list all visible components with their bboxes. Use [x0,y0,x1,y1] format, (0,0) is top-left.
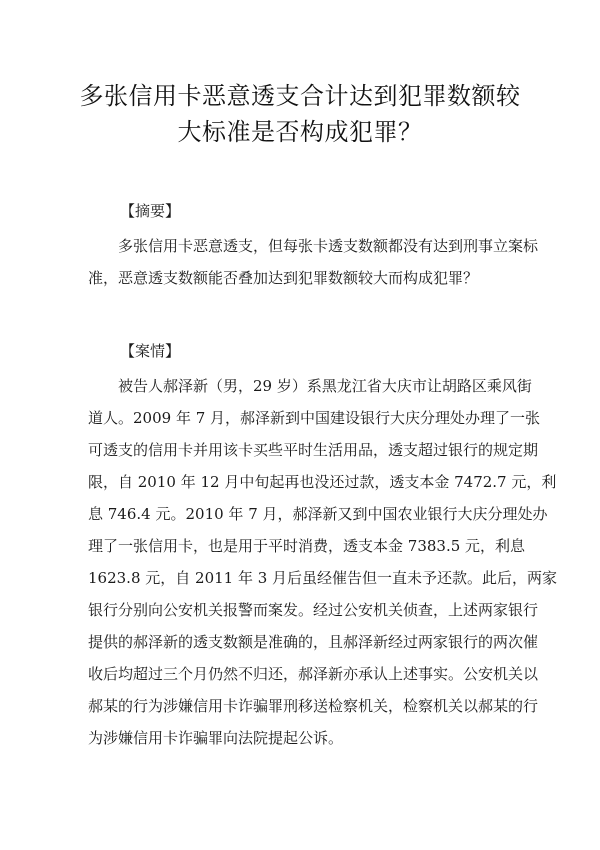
case-line: 限，自 2010 年 12 月中旬起再也没还过款，透支本金 7472.7 元，利 [88,473,557,491]
abstract-paragraph [88,230,539,294]
case-line: 为涉嫌信用卡诈骗罪向法院提起公诉。 [88,729,344,747]
case-line: 道人。2009 年 7 月，郝泽新到中国建设银行大庆分理处办理了一张 [88,409,541,427]
case-line: 息 746.4 元。2010 年 7 月，郝泽新又到中国农业银行大庆分理处办 [88,505,548,523]
case-line: 提供的郝泽新的透支数额是准确的，且郝泽新经过两家银行的两次催 [88,633,539,651]
case-line: 可透支的信用卡并用该卡买些平时生活用品，透支超过银行的规定期 [88,441,539,459]
case-paragraph [88,370,558,754]
case-line: 郝某的行为涉嫌信用卡诈骗罪刑移送检察机关，检察机关以郝某的行 [88,697,539,715]
title-line-1: 多张信用卡恶意透支合计达到犯罪数额较 [79,82,521,110]
case-line: 银行分别向公安机关报警而案发。经过公安机关侦查，上述两家银行 [88,601,539,619]
abstract-line: 多张信用卡恶意透支，但每张卡透支数额都没有达到刑事立案标 [118,237,539,255]
title-line-2: 大标准是否构成犯罪？ [177,118,423,146]
case-line: 1623.8 元，自 2011 年 3 月后虽经催告但一直未予还款。此后，两家 [88,569,558,587]
case-line: 收后均超过三个月仍然不归还，郝泽新亦承认上述事实。公安机关以 [88,665,539,683]
case-line: 被告人郝泽新（男，29 岁）系黑龙江省大庆市让胡路区乘风街 [118,377,532,395]
abstract-heading: 【摘要】 [120,202,181,220]
case-line: 理了一张信用卡，也是用于平时消费，透支本金 7383.5 元，利息 [88,537,526,555]
page-title [60,78,540,150]
case-heading: 【案情】 [120,342,181,360]
abstract-line: 准，恶意透支数额能否叠加达到犯罪数额较大而构成犯罪？ [88,269,479,287]
